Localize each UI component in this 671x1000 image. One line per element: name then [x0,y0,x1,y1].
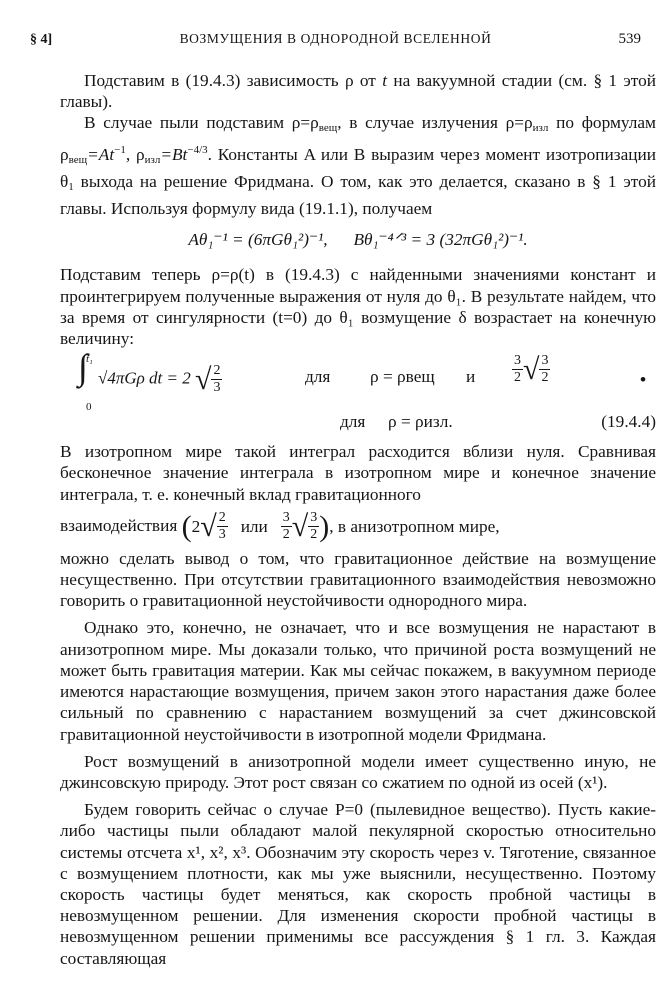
equation-number: (19.4.4) [601,412,656,432]
paragraph-6: Рост возмущений в анизотропной модели имеет существенно иную, не джинсовскую природу. Этот рост связан со сжатием по одной из осей (x¹). [60,751,656,792]
integral-sign: ∫ [78,347,88,388]
condition-label-1: для [305,367,331,387]
condition-label-2: для [340,412,366,432]
page-body [60,70,656,969]
chapter-title: ВОЗМУЩЕНИЯ В ОДНОРОДНОЙ ВСЕЛЕННОЙ [179,31,492,46]
paragraph-4a: В изотропном мире такой интеграл расходится вблизи нуля. Сравнивая бесконечное значение интеграла в изотропном мире и конечное значение интеграла, т. е. конечный вклад гравитационного [60,442,656,504]
condition-dust: ρ = ρвещ [370,367,435,387]
paragraph-4b: можно сделать вывод о том, что гравитационное действие на возмущение несущественно. При отсутствии гравитационного взаимодействия невозможно говорить о гравитационной неустойчивости однородного мира. [60,548,656,611]
integral-expression: √4πGρ dt = 2 √ $\frac{2}{3}$ [98,362,221,396]
paragraph-4-inline-math: взаимодействия (2√ $\frac{2}{3}$ или $\frac{3}{2}$ √ $\frac{3}{2}$ ), в анизотропном мире, [60,509,500,543]
page-number: 539 [618,31,641,47]
integral-lower-limit: 0 [86,401,92,414]
paragraph-2: В случае пыли подставим $\rho=\rho_{вещ}$, в случае излучения $\rho=\rho_{изл}$ по формулам $\rho_{вещ}=At^{-1}$, $\rho_{изл}=Bt^{-4/3}$. Константы A или B выразим через момент изотропизации $\theta_1$ выхода на решение Фридмана. О том, как это делается, сказано в § 1 этой главы. Используя формулу вида (19.1.1), получаем [60,113,657,219]
section-marker: § 4] [30,32,53,47]
paragraph-5: Однако это, конечно, не означает, что и все возмущения не нарастают в анизотропном мире. Мы доказали только, что причиной роста возмущений не может быть гравитация материи. Как мы сейчас покажем, в вакуумном периоде имеются нарастающие возмущения, причем закон этого нарастания даже более сильный по сравнению с нарастанием возмущений за счет джинсовской гравитационной неустойчивости в изотропной модели Фридмана. [60,618,656,744]
conjunction-and: и [466,367,476,387]
equation-constants: Aθ₁⁻¹ = (6πGθ₁²)⁻¹, Bθ₁⁻⁴ᐟ³ = 3 (32πGθ₁²)⁻¹. [188,230,528,250]
equation-integral: t₁ ∫ 0 √4πGρ dt = 2 √ $\frac{2}{3}$ для ρ = ρвещ и $\frac{3}{2}$ √ $\frac{3}{2}$ • [60,349,656,411]
running-header [30,28,641,54]
fraction-three-halves: $\frac{3}{2}$ √ $\frac{3}{2}$ [514,352,549,386]
paragraph-1: Подставим в (19.4.3) зависимость ρ от t на вакуумной стадии (см. § 1 этой главы). [60,71,657,112]
integral-upper-limit: t₁ [86,353,93,366]
paragraph-3: Подставим теперь ρ=ρ(t) в (19.4.3) с найденными значениями констант и проинтегрируем полученные выражения от нуля до θ₁. В результате найдем, что за время от сингулярности (t=0) до θ₁ возмущение δ возрастает на конечную величину: [60,265,656,349]
equation-condition-line [60,411,656,435]
paragraph-7: Будем говорить сейчас о случае P=0 (пылевидное вещество). Пусть какие-либо частицы пыли обладают малой пекулярной скоростью относительно системы отсчета x¹, x², x³. Обозначим эту скорость через v. Тяготение, связанное с возмущением плотности, как мы уже выяснили, несущественно. Поэтому скорость частицы будет меняться, как скорость пробной частицы в невозмущенном решении. Для изменения скорости пробной частицы в невозмущенном решении применимы все рассуждения § 1 гл. 3. Каждая составляющая [60,800,656,968]
condition-radiation: ρ = ρизл. [388,412,453,432]
